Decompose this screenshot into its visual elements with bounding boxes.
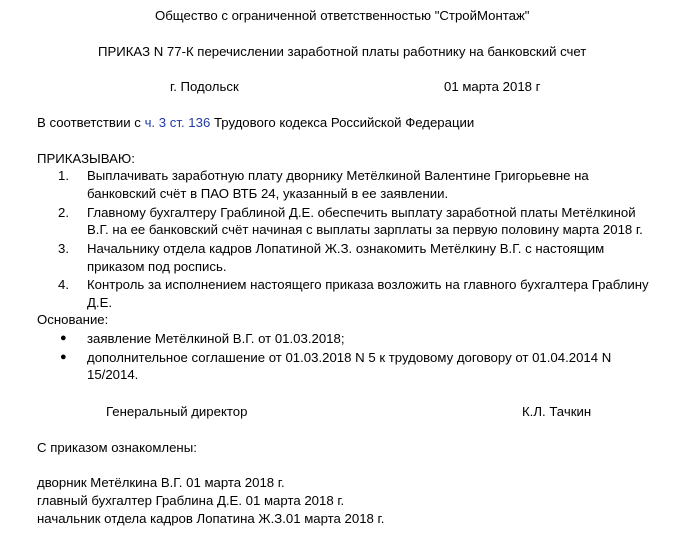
item-text-line: Главному бухгалтеру Граблиной Д.Е. обеспечить выплату заработной платы Метёлкиной	[87, 205, 636, 220]
law-article-link[interactable]: ст. 136	[169, 115, 211, 130]
acquainted-line: главный бухгалтер Граблина Д.Е. 01 марта 2018 г.	[37, 493, 345, 508]
item-text-line: приказом под роспись.	[87, 259, 227, 274]
basis-prefix: В соответствии с	[37, 115, 145, 130]
order-title: ПРИКАЗ N 77-К перечислении заработной платы работнику на банковский счет	[98, 44, 587, 59]
law-part-link[interactable]: ч. 3	[144, 115, 167, 130]
bullet-icon: ●	[60, 351, 67, 363]
bullet-icon: ●	[60, 332, 67, 344]
basis-intro	[37, 114, 474, 131]
acquainted-label: С приказом ознакомлены:	[37, 440, 197, 455]
city: г. Подольск	[170, 79, 239, 94]
item-text-line: Контроль за исполнением настоящего приказа возложить на главного бухгалтера Граблину	[87, 277, 649, 292]
item-number: 3.	[58, 241, 69, 256]
order-word: ПРИКАЗЫВАЮ:	[37, 151, 135, 166]
basis-suffix: Трудового кодекса Российской Федерации	[210, 115, 475, 130]
ground-text-line: заявление Метёлкиной В.Г. от 01.03.2018;	[87, 331, 345, 346]
acquainted-line: начальник отдела кадров Лопатина Ж.З.01 марта 2018 г.	[37, 511, 385, 526]
item-text-line: Выплачивать заработную плату дворнику Метёлкиной Валентине Григорьевне на	[87, 168, 589, 183]
acquainted-line: дворник Метёлкина В.Г. 01 марта 2018 г.	[37, 475, 285, 490]
grounds-label: Основание:	[37, 312, 109, 327]
item-text-line: В.Г. на ее банковский счёт начиная с выплаты зарплаты за первую половину марта 2018 г.	[87, 222, 643, 237]
item-number: 2.	[58, 205, 69, 220]
signature-position: Генеральный директор	[106, 404, 248, 419]
item-number: 1.	[58, 168, 69, 183]
item-text-line: Начальнику отдела кадров Лопатиной Ж.З. ознакомить Метёлкину В.Г. с настоящим	[87, 241, 605, 256]
item-text-line: банковский счёт в ПАО ВТБ 24, указанный в ее заявлении.	[87, 186, 449, 201]
ground-text-line: 15/2014.	[87, 367, 139, 382]
item-number: 4.	[58, 277, 69, 292]
signature-name: К.Л. Тачкин	[522, 404, 592, 419]
item-text-line: Д.Е.	[87, 295, 113, 310]
company-name: Общество с ограниченной ответственностью "СтройМонтаж"	[155, 8, 530, 23]
ground-text-line: дополнительное соглашение от 01.03.2018 N 5 к трудовому договору от 01.04.2014 N	[87, 350, 612, 365]
order-date: 01 марта 2018 г	[444, 79, 541, 94]
